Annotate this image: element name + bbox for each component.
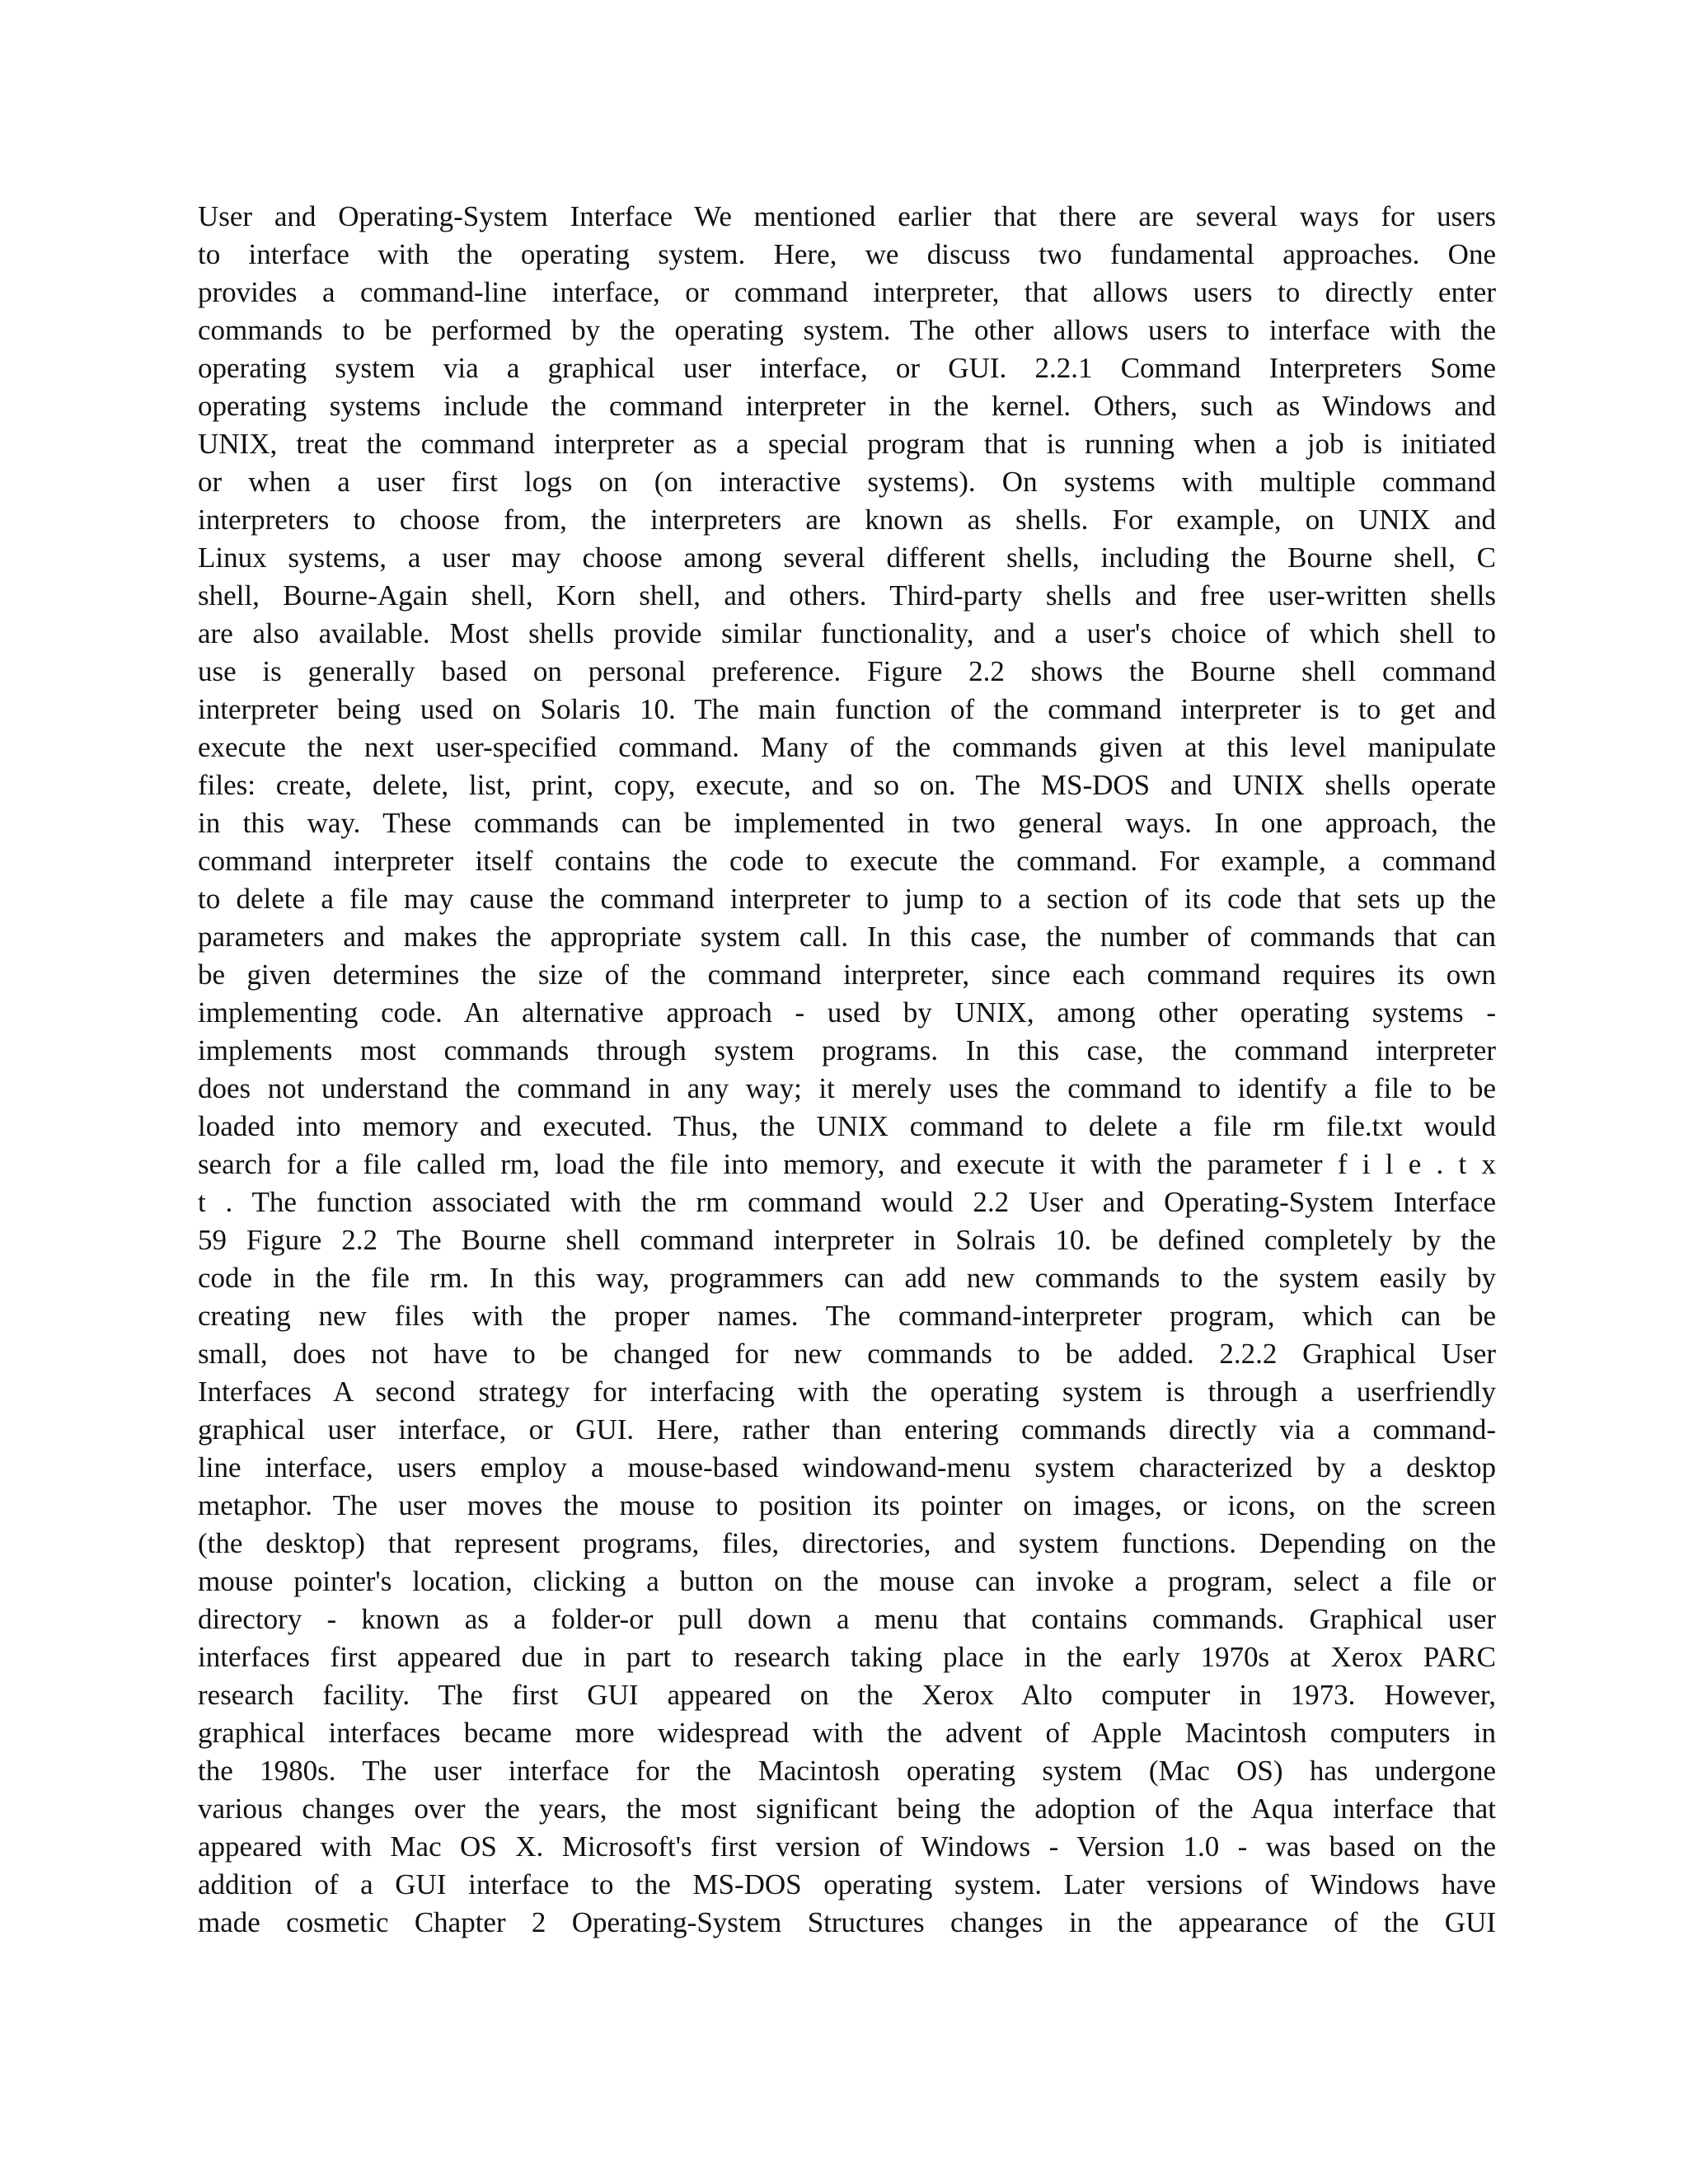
text-line: command interpreter itself contains the code to execute the command. For example, a command	[198, 845, 1496, 877]
text-line: search for a file called rm, load the file into memory, and execute it with the parameter f i l e . t x	[198, 1148, 1496, 1180]
text-line: use is generally based on personal preference. Figure 2.2 shows the Bourne shell command	[198, 655, 1496, 687]
text-line: small, does not have to be changed for new commands to be added. 2.2.2 Graphical User	[198, 1338, 1496, 1370]
text-line: various changes over the years, the most significant being the adoption of the Aqua interface that	[198, 1793, 1496, 1825]
text-line: code in the file rm. In this way, programmers can add new commands to the system easily by	[198, 1262, 1496, 1294]
text-line: files: create, delete, list, print, copy, execute, and so on. The MS-DOS and UNIX shells operate	[198, 769, 1496, 801]
text-line: line interface, users employ a mouse-based windowand-menu system characterized by a desktop	[198, 1451, 1496, 1483]
text-line: interpreters to choose from, the interpreters are known as shells. For example, on UNIX and	[198, 504, 1496, 536]
text-line: research facility. The first GUI appeared on the Xerox Alto computer in 1973. However,	[198, 1679, 1496, 1711]
text-line: interpreter being used on Solaris 10. The main function of the command interpreter is to get and	[198, 693, 1496, 725]
text-line: creating new files with the proper names. The command-interpreter program, which can be	[198, 1300, 1496, 1332]
text-line: graphical interfaces became more widespread with the advent of Apple Macintosh computers in	[198, 1717, 1496, 1749]
text-line: implementing code. An alternative approach - used by UNIX, among other operating systems -	[198, 996, 1496, 1029]
text-line: commands to be performed by the operating system. The other allows users to interface with the	[198, 314, 1496, 346]
text-line: to interface with the operating system. Here, we discuss two fundamental approaches. One	[198, 238, 1496, 270]
text-line: implements most commands through system programs. In this case, the command interpreter	[198, 1034, 1496, 1066]
body-text	[198, 198, 1496, 1980]
text-line: shell, Bourne-Again shell, Korn shell, and others. Third-party shells and free user-written shells	[198, 579, 1496, 612]
text-line: UNIX, treat the command interpreter as a special program that is running when a job is initiated	[198, 428, 1496, 460]
text-line: parameters and makes the appropriate system call. In this case, the number of commands that can	[198, 921, 1496, 953]
text-line: directory - known as a folder-or pull down a menu that contains commands. Graphical user	[198, 1603, 1496, 1635]
text-line: made cosmetic Chapter 2 Operating-System Structures changes in the appearance of the GUI	[198, 1906, 1496, 1938]
text-line: does not understand the command in any way; it merely uses the command to identify a file to be	[198, 1072, 1496, 1104]
text-line: Interfaces A second strategy for interfacing with the operating system is through a userfriendly	[198, 1376, 1496, 1408]
text-line: appeared with Mac OS X. Microsoft's first version of Windows - Version 1.0 - was based on the	[198, 1830, 1496, 1863]
text-line: Linux systems, a user may choose among several different shells, including the Bourne shell, C	[198, 541, 1496, 574]
text-line: 59 Figure 2.2 The Bourne shell command interpreter in Solrais 10. be defined completely by the	[198, 1224, 1496, 1256]
text-line: execute the next user-specified command. Many of the commands given at this level manipulate	[198, 731, 1496, 763]
text-line: be given determines the size of the command interpreter, since each command requires its own	[198, 958, 1496, 991]
text-line: mouse pointer's location, clicking a button on the mouse can invoke a program, select a file or	[198, 1565, 1496, 1597]
text-line: graphical user interface, or GUI. Here, rather than entering commands directly via a command-	[198, 1413, 1496, 1446]
text-line: metaphor. The user moves the mouse to position its pointer on images, or icons, on the screen	[198, 1489, 1496, 1521]
text-line: interfaces first appeared due in part to research taking place in the early 1970s at Xerox PARC	[198, 1641, 1496, 1673]
text-line: operating systems include the command interpreter in the kernel. Others, such as Windows and	[198, 390, 1496, 422]
text-line: t . The function associated with the rm command would 2.2 User and Operating-System Interface	[198, 1186, 1496, 1218]
text-line: provides a command-line interface, or command interpreter, that allows users to directly enter	[198, 276, 1496, 308]
text-line: the 1980s. The user interface for the Macintosh operating system (Mac OS) has undergone	[198, 1755, 1496, 1787]
text-line: or when a user first logs on (on interactive systems). On systems with multiple command	[198, 466, 1496, 498]
text-line: addition of a GUI interface to the MS-DOS operating system. Later versions of Windows have	[198, 1868, 1496, 1900]
text-line: to delete a file may cause the command interpreter to jump to a section of its code that sets up the	[198, 883, 1496, 915]
text-line	[198, 1942, 1496, 1980]
text-line: are also available. Most shells provide similar functionality, and a user's choice of which shell to	[198, 617, 1496, 649]
text-line: (the desktop) that represent programs, files, directories, and system functions. Depending on the	[198, 1527, 1496, 1559]
text-line: in this way. These commands can be implemented in two general ways. In one approach, the	[198, 807, 1496, 839]
text-line: User and Operating-System Interface We mentioned earlier that there are several ways for users	[198, 200, 1496, 232]
text-line: loaded into memory and executed. Thus, the UNIX command to delete a file rm file.txt would	[198, 1110, 1496, 1142]
text-line: operating system via a graphical user interface, or GUI. 2.2.1 Command Interpreters Some	[198, 352, 1496, 384]
